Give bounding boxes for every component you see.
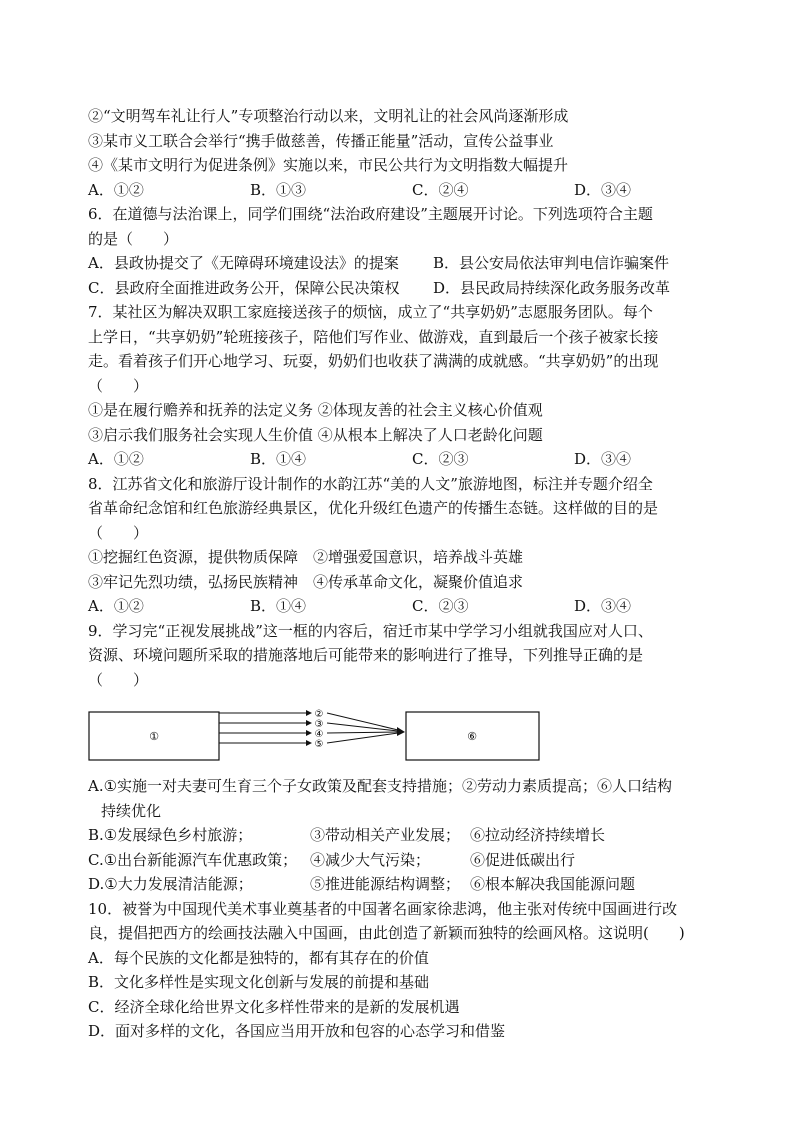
q8-options bbox=[88, 594, 728, 619]
q6-options-row-1 bbox=[88, 251, 728, 276]
q5-option-c[interactable]: C．②④ bbox=[412, 180, 469, 199]
q10-option-a[interactable]: A．每个民族的文化都是独特的，都有其存在的价值 bbox=[88, 948, 429, 967]
q9-mid-label-4: ④ bbox=[314, 729, 324, 740]
q9-option-b-part-3: ⑥拉动经济持续增长 bbox=[470, 826, 606, 844]
q9-left-arrows bbox=[219, 713, 306, 743]
q9-option-d-part-1: D.①大力发展清洁能源； bbox=[88, 875, 253, 893]
q7-stem-line-4: （ ） bbox=[88, 376, 149, 395]
q9-option-b-part-2: ③带动相关产业发展； bbox=[310, 826, 461, 844]
q9-left-label: ① bbox=[149, 730, 159, 743]
q7-option-c[interactable]: C．②③ bbox=[412, 450, 469, 468]
q9-right-arrowhead bbox=[397, 727, 405, 736]
q9-option-c-part-2: ④减少大气污染； bbox=[310, 850, 431, 869]
arrow bbox=[327, 732, 398, 733]
q8-items-line-2: ③牢记先烈功绩，弘扬民族精神 ④传承革命文化，凝聚价值追求 bbox=[88, 572, 524, 591]
q9-right-arrows bbox=[327, 713, 398, 743]
q9-option-c-part-1: C.①出台新能源汽车优惠政策； bbox=[88, 850, 298, 869]
q7-items-line-1: ①是在履行赡养和抚养的法定义务 ②体现友善的社会主义核心价值观 bbox=[88, 401, 543, 419]
q7-options bbox=[88, 447, 728, 472]
q6-option-a[interactable]: A．县政协提交了《无障碍环境建设法》的提案 bbox=[88, 254, 399, 272]
q9-option-d-part-2: ⑤推进能源结构调整； bbox=[310, 875, 461, 893]
arrowhead bbox=[306, 720, 312, 726]
q5-item-4: ④《某市文明行为促进条例》实施以来，市民公共行为文明指数大幅提升 bbox=[88, 156, 569, 174]
q8-stem-line-2: 省革命纪念馆和红色旅游经典景区，优化升级红色遗产的传播生态链。这样做的目的是 bbox=[88, 499, 659, 517]
q9-option-c-part-3: ⑥促进低碳出行 bbox=[470, 850, 576, 869]
q6-stem-line-1: 6．在道德与法治课上，同学们围绕“法治政府建设”主题展开讨论。下列选项符合主题 bbox=[88, 205, 653, 223]
q8-items-line-1: ①挖掘红色资源，提供物质保障 ②增强爱国意识，培养战斗英雄 bbox=[88, 548, 524, 566]
q5-option-b[interactable]: B．①③ bbox=[250, 180, 307, 199]
q9-stem-line-3: （ ） bbox=[88, 670, 149, 689]
q10-option-c[interactable]: C．经济全球化给世界文化多样性带来的是新的发展机遇 bbox=[88, 997, 460, 1016]
q7-option-d[interactable]: D．③④ bbox=[574, 450, 632, 468]
q9-option-d-part-3: ⑥根本解决我国能源问题 bbox=[470, 875, 636, 893]
q5-option-d[interactable]: D．③④ bbox=[574, 180, 632, 199]
arrowhead bbox=[306, 730, 312, 736]
q5-option-a[interactable]: A．①② bbox=[88, 180, 144, 199]
q8-option-a[interactable]: A．①② bbox=[88, 597, 144, 615]
q9-option-c[interactable] bbox=[88, 848, 728, 873]
q8-option-d[interactable]: D．③④ bbox=[574, 597, 632, 615]
q9-mid-label-2: ② bbox=[314, 709, 324, 720]
arrowhead bbox=[306, 710, 312, 716]
q6-option-b[interactable]: B．县公安局依法审判电信诈骗案件 bbox=[433, 254, 670, 272]
q9-right-label: ⑥ bbox=[467, 730, 477, 743]
q9-stem-line-1: 9．学习完“正视发展挑战”这一框的内容后，宿迁市某中学学习小组就我国应对人口、 bbox=[88, 621, 653, 640]
q9-mid-label-3: ③ bbox=[314, 719, 324, 730]
q5-item-2: ②“文明驾车礼让行人”专项整治行动以来，文明礼让的社会风尚逐渐形成 bbox=[88, 107, 569, 125]
q10-option-b[interactable]: B．文化多样性是实现文化创新与发展的前提和基础 bbox=[88, 973, 430, 991]
q9-option-d[interactable] bbox=[88, 872, 728, 897]
q8-option-b[interactable]: B．①④ bbox=[250, 597, 307, 615]
q7-stem-line-3: 走。看着孩子们开心地学习、玩耍，奶奶们也收获了满满的成就感。“共享奶奶”的出现 bbox=[88, 352, 659, 370]
q8-option-c[interactable]: C．②③ bbox=[412, 597, 469, 615]
q9-option-a-line-2: 持续优化 bbox=[101, 801, 162, 820]
q7-option-b[interactable]: B．①④ bbox=[250, 450, 307, 468]
arrowhead bbox=[306, 740, 312, 746]
arrow bbox=[327, 733, 398, 743]
q9-option-b-part-1: B.①发展绿色乡村旅游； bbox=[88, 826, 253, 844]
q6-options-row-2 bbox=[88, 276, 728, 301]
q7-stem-line-1: 7．某社区为解决双职工家庭接送孩子的烦恼，成立了“共享奶奶”志愿服务团队。每个 bbox=[88, 303, 653, 321]
q7-stem-line-2: 上学日，“共享奶奶”轮班接孩子，陪他们写作业、做游戏，直到最后一个孩子被家长接 bbox=[88, 327, 659, 346]
q10-stem-line-1: 10．被誉为中国现代美术事业奠基者的中国著名画家徐悲鸿，他主张对传统中国画进行改 bbox=[88, 899, 678, 918]
q9-diagram-svg bbox=[88, 704, 648, 766]
q5-options bbox=[88, 178, 728, 203]
q8-stem-line-1: 8．江苏省文化和旅游厅设计制作的水韵江苏“美的人文”旅游地图，标注并专题介绍全 bbox=[88, 474, 653, 493]
q6-option-c[interactable]: C．县政府全面推进政务公开，保障公民决策权 bbox=[88, 278, 400, 297]
q10-stem-line-2: 良，提倡把西方的绘画技法融入中国画，由此创造了新颖而独特的绘画风格。这说明( ) bbox=[88, 924, 685, 942]
q10-option-d[interactable]: D．面对多样的文化，各国应当用开放和包容的心态学习和借鉴 bbox=[88, 1022, 506, 1040]
q6-option-d[interactable]: D．县民政局持续深化政务服务改革 bbox=[433, 278, 671, 297]
exam-page bbox=[88, 104, 728, 1044]
q9-option-a-line-1[interactable]: A.①实施一对夫妻可生育三个子女政策及配套支持措施；②劳动力素质提高；⑥人口结构 bbox=[88, 777, 673, 795]
q9-left-arrowheads bbox=[306, 710, 312, 746]
q5-item-3: ③某市义工联合会举行“携手做慈善，传播正能量”活动，宣传公益事业 bbox=[88, 131, 554, 150]
q9-mid-label-5: ⑤ bbox=[314, 739, 324, 750]
q6-stem-line-2: 的是（ ） bbox=[88, 229, 179, 248]
q7-items-line-2: ③启示我们服务社会实现人生价值 ④从根本上解决了人口老龄化问题 bbox=[88, 425, 543, 444]
q9-middle-labels bbox=[315, 709, 324, 750]
q8-stem-line-3: （ ） bbox=[88, 523, 149, 542]
q9-flow-diagram bbox=[88, 704, 728, 766]
q7-option-a[interactable]: A．①② bbox=[88, 450, 144, 468]
q9-option-b[interactable] bbox=[88, 823, 728, 848]
q9-stem-line-2: 资源、环境问题所采取的措施落地后可能带来的影响进行了推导，下列推导正确的是 bbox=[88, 646, 644, 664]
